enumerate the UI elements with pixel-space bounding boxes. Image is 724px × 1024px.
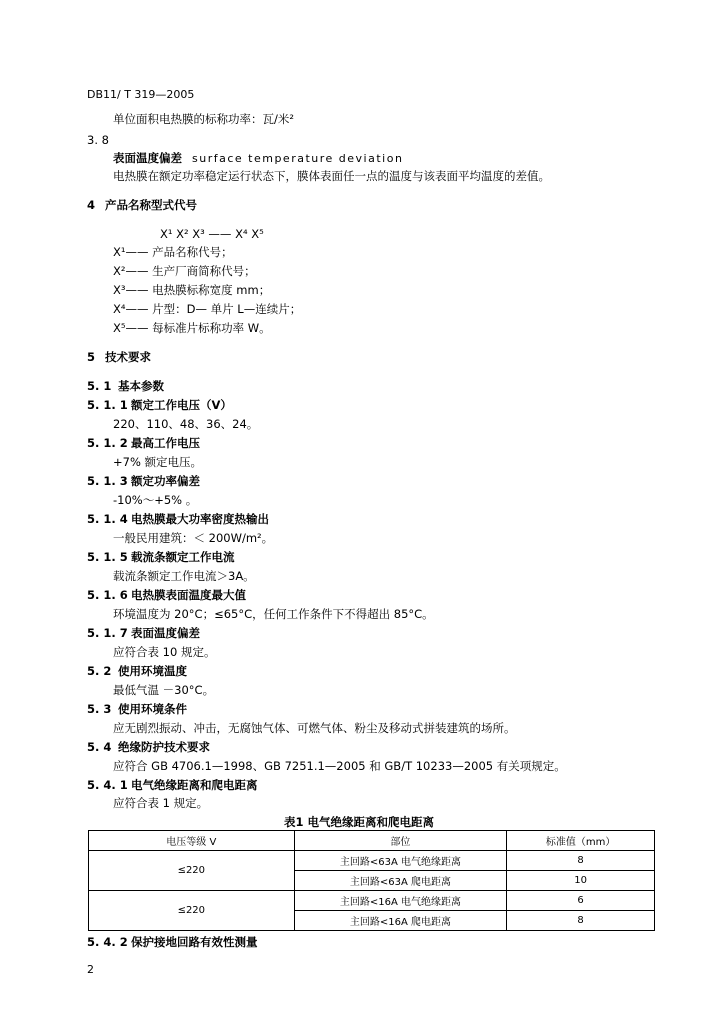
- section-5-1-6-title: 电热膜表面温度最大值: [131, 588, 246, 602]
- code-formula: X¹ X² X³ —— X⁴ X⁵: [160, 227, 264, 241]
- section-5-3-number: 5. 3: [87, 702, 112, 716]
- section-5-3-title: 使用环境条件: [118, 702, 187, 716]
- section-5-3-text: 应无剧烈振动、冲击，无腐蚀气体、可燃气体、粉尘及移动式拼装建筑的场所。: [113, 721, 516, 735]
- cell-voltage: ≤220: [89, 851, 295, 891]
- section-5-1-5-text: 载流条额定工作电流＞3A。: [113, 569, 255, 583]
- section-4-number: 4: [87, 198, 96, 212]
- insulation-distance-table: [88, 830, 655, 931]
- cell-value: 6: [507, 891, 655, 911]
- section-5-4-title: 绝缘防护技术要求: [118, 740, 210, 754]
- table-caption: 表1 电气绝缘距离和爬电距离: [284, 815, 435, 829]
- section-5-1-7-number: 5. 1. 7: [87, 626, 128, 640]
- section-5-1-2-number: 5. 1. 2: [87, 436, 128, 450]
- section-5-1-4-text: 一般民用建筑：＜ 200W/m²。: [113, 531, 274, 545]
- section-5-1-title: 基本参数: [118, 379, 164, 393]
- table-row: [89, 891, 655, 911]
- code-x5-def: X⁵—— 每标准片标称功率 W。: [113, 321, 271, 335]
- section-5-number: 5: [87, 350, 96, 364]
- term-english: surface temperature deviation: [192, 152, 404, 165]
- section-5-4-1-number: 5. 4. 1: [87, 778, 128, 792]
- section-5-1-3-text: -10%～+5% 。: [113, 493, 198, 507]
- section-5-2-text: 最低气温 －30°C。: [113, 683, 215, 697]
- page-number: 2: [87, 963, 94, 976]
- section-5-4-number: 5. 4: [87, 740, 112, 754]
- cell-value: 8: [507, 911, 655, 931]
- header-voltage: 电压等级 V: [89, 831, 295, 851]
- section-5-1-1-text: 220、110、48、36、24。: [113, 417, 259, 431]
- section-5-1-4-number: 5. 1. 4: [87, 512, 128, 526]
- section-5-1-number: 5. 1: [87, 379, 112, 393]
- header-part: 部位: [294, 831, 507, 851]
- section-5-1-7-text: 应符合表 10 规定。: [113, 645, 216, 659]
- section-3-8-term: [113, 151, 403, 166]
- unit-definition-text: 单位面积电热膜的标称功率：瓦/米²: [113, 112, 294, 126]
- section-3-8-definition: 电热膜在额定功率稳定运行状态下，膜体表面任一点的温度与该表面平均温度的差值。: [113, 169, 550, 183]
- section-5-1-3-number: 5. 1. 3: [87, 474, 128, 488]
- section-5-1-2-title: 最高工作电压: [131, 436, 200, 450]
- section-5-4-2-number: 5. 4. 2: [87, 935, 128, 949]
- section-5-1-5-number: 5. 1. 5: [87, 550, 128, 564]
- section-5-1-1-number: 5. 1. 1: [87, 398, 128, 412]
- section-5-4-2-title: 保护接地回路有效性测量: [131, 935, 258, 949]
- term-chinese: 表面温度偏差: [113, 151, 182, 165]
- header-standard-value: 标准值（mm）: [507, 831, 655, 851]
- section-5-1-1-title: 额定工作电压（V）: [131, 398, 232, 412]
- section-4-title: 产品名称型式代号: [105, 198, 197, 212]
- cell-part: 主回路<63A 爬电距离: [294, 871, 507, 891]
- code-x3-def: X³—— 电热膜标称宽度 mm；: [113, 283, 271, 297]
- section-5-1-5-title: 载流条额定工作电流: [131, 550, 235, 564]
- section-5-2-number: 5. 2: [87, 664, 112, 678]
- section-5-2-title: 使用环境温度: [118, 664, 187, 678]
- cell-value: 10: [507, 871, 655, 891]
- table-row: [89, 851, 655, 871]
- section-5-1-6-text: 环境温度为 20°C；≤65°C，任何工作条件下不得超出 85°C。: [113, 607, 434, 621]
- section-5-1-7-title: 表面温度偏差: [131, 626, 200, 640]
- code-x1-def: X¹—— 产品名称代号；: [113, 245, 233, 259]
- cell-part: 主回路<16A 爬电距离: [294, 911, 507, 931]
- table-header-row: [89, 831, 655, 851]
- section-5-1-6-number: 5. 1. 6: [87, 588, 128, 602]
- code-x4-def: X⁴—— 片型：D— 单片 L—连续片；: [113, 302, 302, 316]
- section-5-title: 技术要求: [105, 350, 151, 364]
- section-5-4-1-text: 应符合表 1 规定。: [113, 796, 209, 810]
- code-x2-def: X²—— 生产厂商简称代号；: [113, 264, 256, 278]
- section-5-4-1-title: 电气绝缘距离和爬电距离: [131, 778, 258, 792]
- section-5-4-text: 应符合 GB 4706.1—1998、GB 7251.1—2005 和 GB/T 10233—2005 有关项规定。: [113, 759, 566, 773]
- cell-voltage: ≤220: [89, 891, 295, 931]
- cell-part: 主回路<63A 电气绝缘距离: [294, 851, 507, 871]
- document-code-header: DB11/ T 319—2005: [87, 88, 195, 101]
- section-5-1-2-text: +7% 额定电压。: [113, 455, 203, 469]
- cell-part: 主回路<16A 电气绝缘距离: [294, 891, 507, 911]
- section-5-1-4-title: 电热膜最大功率密度热输出: [131, 512, 269, 526]
- cell-value: 8: [507, 851, 655, 871]
- section-3-8-number: 3. 8: [87, 133, 109, 147]
- section-5-1-3-title: 额定功率偏差: [131, 474, 200, 488]
